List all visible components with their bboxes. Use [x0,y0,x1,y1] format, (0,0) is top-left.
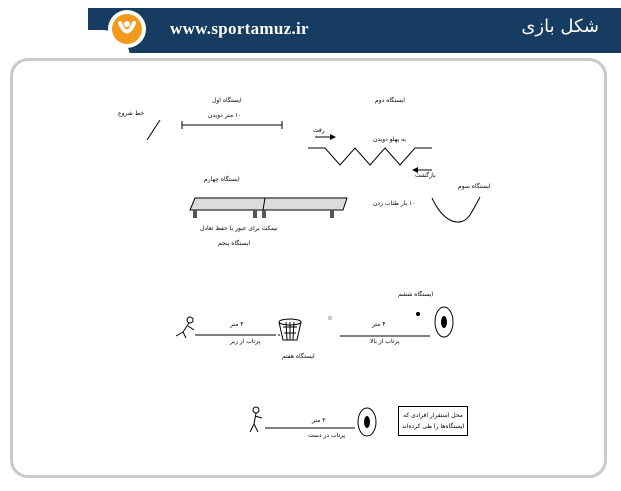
station2-title: ایستگاه دوم [375,97,405,104]
station6-distance: ۴ متر [372,321,386,328]
bench-leg-1 [193,210,197,218]
start-line [147,120,160,140]
site-url[interactable]: www.sportamuz.ir [170,19,309,38]
station5-title: ایستگاه پنجم [218,240,251,247]
station2-back: بازگشت [415,172,436,179]
station3-desc: ۱۰ بار طناب زدن [373,200,416,207]
station8-desc: پرتاب در دست [308,432,346,439]
station7-title: ایستگاه هفتم [282,353,315,360]
basket [279,319,301,340]
station4-title: ایستگاه چهارم [204,176,240,183]
station4-desc: نیمکت برای عبور با حفظ تعادل [200,225,278,232]
bench-leg-3 [262,210,266,218]
target-8-center [364,416,370,428]
station2-go: رفت [313,127,325,134]
station1-desc: ۱۰ متر دویدن [208,112,242,119]
ball-6 [416,312,420,316]
note-line-1: محل استقرار افرادی که [403,412,463,419]
jump-rope [432,197,480,222]
bench-leg-4 [330,210,334,218]
station6-desc: پرتاب از بالا [370,338,400,345]
finish-area-note [398,406,468,436]
station8-distance: ۳ متر [312,417,326,424]
station6-title: ایستگاه ششم [398,291,434,298]
page-title: شکل بازی [521,16,599,37]
thrower-figure-8 [250,407,262,432]
station7-desc: پرتاب از زیر [230,338,261,345]
start-line-label: خط شروع [118,110,145,117]
station1-title: ایستگاه اول [212,97,242,104]
station6-marker [328,316,332,320]
bench-leg-2 [253,210,257,218]
balance-bench [190,198,347,210]
thrower-figure-7 [176,317,194,338]
target-6-center [441,316,447,328]
go-arrow-head [330,134,336,140]
station3-title: ایستگاه سوم [458,183,491,190]
station2-desc: به پهلو دویدن [373,136,407,143]
zigzag-path [308,148,432,165]
station7-distance: ۴ متر [230,321,244,328]
note-line-2: ایستگاه‌ها را طی کرده‌اند [401,423,465,430]
